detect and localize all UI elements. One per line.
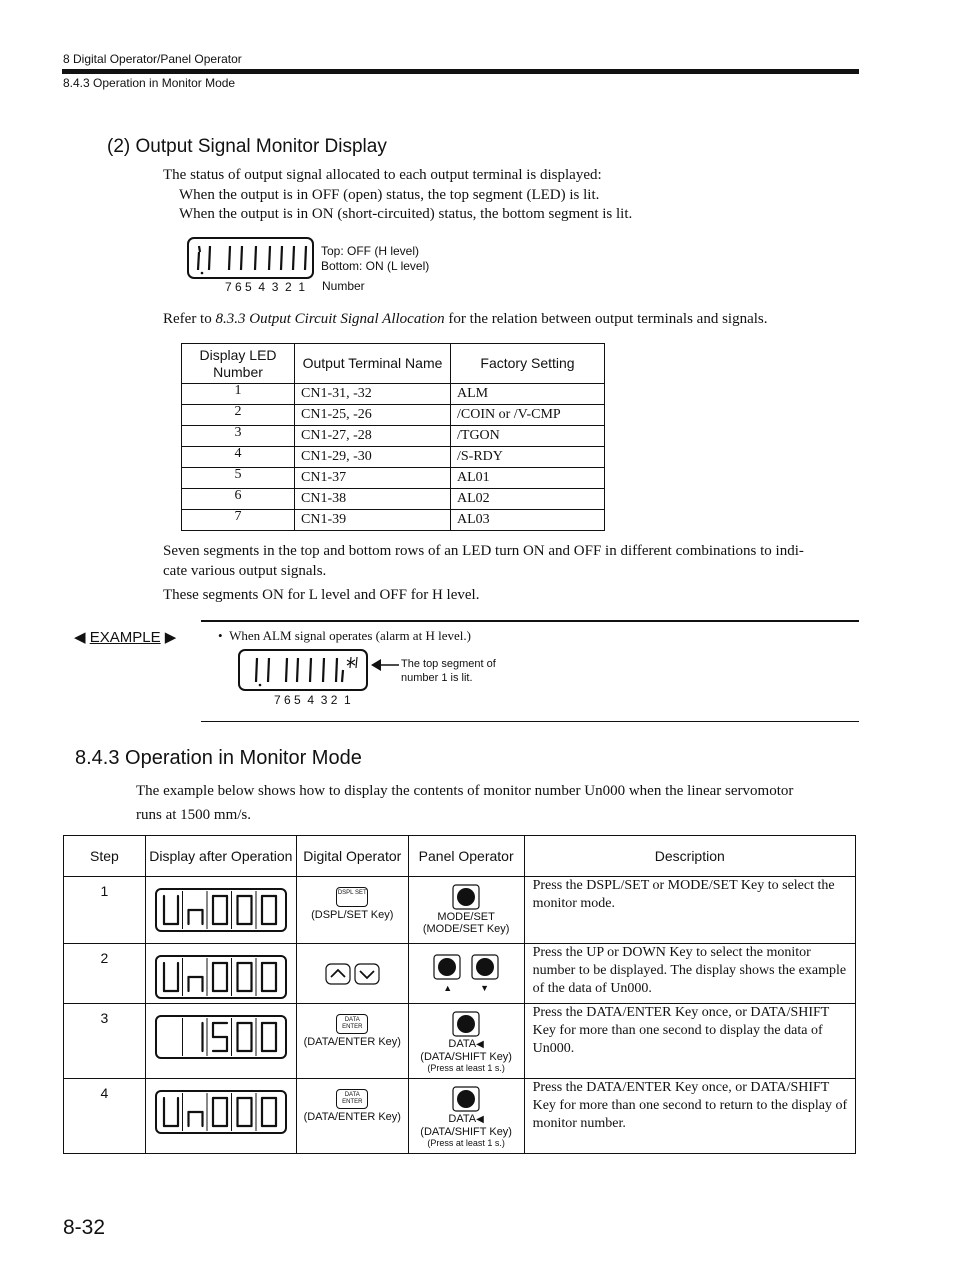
led-number-cell: 7 bbox=[182, 510, 295, 531]
refer-sentence bbox=[163, 310, 768, 329]
factory-setting-cell: /TGON bbox=[451, 426, 605, 447]
refer-link-text: 8.3.3 Output Circuit Signal Allocation bbox=[215, 311, 445, 327]
key-face-text: DATA ENTER bbox=[342, 1017, 363, 1030]
header-display: Display after Operation bbox=[145, 836, 296, 877]
led-number-cell: 5 bbox=[182, 468, 295, 489]
display-cell bbox=[145, 877, 296, 944]
dspl-set-key[interactable] bbox=[336, 887, 368, 907]
example-bullet-text: When ALM signal operates (alarm at H level.) bbox=[229, 628, 471, 643]
terminal-name-cell: CN1-38 bbox=[295, 489, 451, 510]
panel-operator-cell bbox=[408, 1004, 524, 1079]
led-number-cell: 1 bbox=[182, 384, 295, 405]
panel-operator-cell bbox=[408, 877, 524, 944]
display-cell bbox=[145, 944, 296, 1004]
header-description: Description bbox=[524, 836, 855, 877]
digital-key-caption: (DATA/ENTER Key) bbox=[303, 1036, 401, 1048]
factory-setting-cell: /S-RDY bbox=[451, 447, 605, 468]
description-cell: Press the DSPL/SET or MODE/SET Key to select the monitor mode. bbox=[524, 877, 855, 944]
step-cell: 3 bbox=[64, 1004, 146, 1079]
table-row bbox=[64, 1079, 856, 1154]
up-triangle-icon: ▲ bbox=[443, 983, 453, 993]
table-row bbox=[182, 468, 605, 489]
header-led-number: Display LED Number bbox=[182, 344, 295, 384]
table-row bbox=[64, 877, 856, 944]
panel-key-caption-2: (DATA/SHIFT Key) bbox=[420, 1126, 512, 1138]
digital-operator-cell bbox=[296, 1079, 408, 1154]
panel-key-caption-3: (Press at least 1 s.) bbox=[427, 1138, 505, 1148]
table-row bbox=[182, 489, 605, 510]
bottom-on-label: Bottom: ON (L level) bbox=[321, 259, 430, 273]
led-number-cell: 3 bbox=[182, 426, 295, 447]
table-header-row bbox=[182, 344, 605, 384]
panel-key-caption-2: (DATA/SHIFT Key) bbox=[420, 1051, 512, 1063]
intro-text: The status of output signal allocated to each output terminal is displayed: bbox=[163, 167, 602, 183]
down-key-icon[interactable] bbox=[354, 963, 380, 985]
description-cell: Press the UP or DOWN Key to select the monitor number to be displayed. The display shows the example of the data of Un000. bbox=[524, 944, 855, 1004]
header-digital-operator: Digital Operator bbox=[296, 836, 408, 877]
refer-prefix: Refer to bbox=[163, 311, 216, 327]
panel-key-name: DATA bbox=[448, 1113, 477, 1125]
left-arrow-icon: ◀ bbox=[476, 1114, 484, 1125]
example-label bbox=[74, 628, 176, 646]
description-cell: Press the DATA/ENTER Key once, or DATA/SHIFT Key for more than one second to display the data of Un000. bbox=[524, 1004, 855, 1079]
level-text: These segments ON for L level and OFF for H level. bbox=[163, 587, 480, 603]
key-face-text: DATA ENTER bbox=[342, 1092, 363, 1105]
key-face-text: DSPL SET bbox=[337, 890, 367, 896]
example-bullet: • When ALM signal operates (alarm at H level.) bbox=[218, 628, 471, 643]
step-cell: 1 bbox=[64, 877, 146, 944]
monitor-intro-line2: runs at 1500 mm/s. bbox=[136, 807, 251, 823]
down-triangle-icon: ▼ bbox=[480, 983, 490, 993]
terminal-name-cell: CN1-37 bbox=[295, 468, 451, 489]
header-panel-operator: Panel Operator bbox=[408, 836, 524, 877]
left-arrow-icon: ◀ bbox=[476, 1039, 484, 1050]
subsection-heading: (2) Output Signal Monitor Display bbox=[107, 136, 387, 157]
output-allocation-table bbox=[181, 343, 605, 531]
header-step: Step bbox=[64, 836, 146, 877]
terminal-name-cell: CN1-31, -32 bbox=[295, 384, 451, 405]
off-status-text: When the output is in OFF (open) status, the top segment (LED) is lit. bbox=[179, 187, 600, 203]
table-row bbox=[182, 426, 605, 447]
top-off-label: Top: OFF (H level) bbox=[321, 244, 420, 258]
digital-operator-cell bbox=[296, 1004, 408, 1079]
number-label: Number bbox=[322, 279, 365, 293]
seven-segment-display bbox=[154, 1089, 288, 1135]
factory-setting-cell: /COIN or /V-CMP bbox=[451, 405, 605, 426]
segments-text-line1: Seven segments in the top and bottom rows of an LED turn ON and OFF in different combinations to indi- bbox=[163, 543, 804, 559]
header-terminal-name: Output Terminal Name bbox=[295, 344, 451, 384]
digital-operator-cell bbox=[296, 877, 408, 944]
monitor-intro-line1: The example below shows how to display the contents of monitor number Un000 when the linear servomotor bbox=[136, 783, 794, 799]
table-row bbox=[64, 1004, 856, 1079]
step-cell: 4 bbox=[64, 1079, 146, 1154]
display-cell bbox=[145, 1004, 296, 1079]
table-row bbox=[182, 384, 605, 405]
data-shift-key[interactable] bbox=[451, 1085, 481, 1113]
digital-key-caption: (DATA/ENTER Key) bbox=[303, 1111, 401, 1123]
table-row bbox=[182, 447, 605, 468]
panel-up-key[interactable] bbox=[432, 953, 462, 981]
display-cell bbox=[145, 1079, 296, 1154]
mode-set-key[interactable] bbox=[451, 883, 481, 911]
panel-key-arrows bbox=[410, 984, 523, 993]
example-top-rule bbox=[201, 620, 859, 622]
example-label-text: EXAMPLE bbox=[89, 629, 161, 646]
panel-key-caption-2: (MODE/SET Key) bbox=[422, 923, 510, 935]
data-enter-key[interactable] bbox=[336, 1089, 368, 1109]
header-factory-setting: Factory Setting bbox=[451, 344, 605, 384]
description-cell: Press the DATA/ENTER Key once, or DATA/SHIFT Key for more than one second to return to the display of monitor number. bbox=[524, 1079, 855, 1154]
data-enter-key[interactable] bbox=[336, 1014, 368, 1034]
panel-operator-cell bbox=[408, 1079, 524, 1154]
page-number: 8-32 bbox=[63, 1216, 106, 1239]
led-number-cell: 4 bbox=[182, 447, 295, 468]
terminal-name-cell: CN1-25, -26 bbox=[295, 405, 451, 426]
alm-digit-numbers: 7 6 5 4 3 2 1 bbox=[274, 693, 351, 707]
digital-key-caption: (DSPL/SET Key) bbox=[311, 909, 394, 921]
panel-key-caption-1 bbox=[410, 1113, 523, 1126]
chapter-header: 8 Digital Operator/Panel Operator bbox=[63, 52, 242, 66]
data-shift-key[interactable] bbox=[451, 1010, 481, 1038]
table-row bbox=[64, 944, 856, 1004]
section-heading: 8.4.3 Operation in Monitor Mode bbox=[75, 747, 362, 769]
digital-operator-cell bbox=[296, 944, 408, 1004]
operation-steps-table bbox=[63, 835, 856, 1154]
seven-segment-display bbox=[154, 954, 288, 1000]
seven-segment-display bbox=[154, 887, 288, 933]
seven-segment-display bbox=[154, 1014, 288, 1060]
on-status-text: When the output is in ON (short-circuited) status, the bottom segment is lit. bbox=[179, 206, 633, 222]
alm-note bbox=[401, 657, 496, 685]
panel-up-down-keys bbox=[410, 953, 523, 984]
table-row bbox=[182, 405, 605, 426]
header-rule bbox=[62, 69, 859, 74]
section-header: 8.4.3 Operation in Monitor Mode bbox=[63, 76, 236, 90]
steps-header-row bbox=[64, 836, 856, 877]
refer-suffix: for the relation between output terminals and signals. bbox=[444, 311, 768, 327]
step-cell: 2 bbox=[64, 944, 146, 1004]
terminal-name-cell: CN1-29, -30 bbox=[295, 447, 451, 468]
panel-key-name: DATA bbox=[448, 1038, 477, 1050]
terminal-name-cell: CN1-27, -28 bbox=[295, 426, 451, 447]
alm-note-line2: number 1 is lit. bbox=[401, 672, 473, 684]
panel-key-caption-1 bbox=[410, 911, 523, 923]
segments-text-line2: cate various output signals. bbox=[163, 563, 327, 579]
alm-led-display bbox=[237, 648, 369, 692]
panel-down-key[interactable] bbox=[470, 953, 500, 981]
right-triangle-icon: ▶ bbox=[164, 629, 177, 646]
table-row bbox=[182, 510, 605, 531]
example-bottom-rule bbox=[201, 721, 859, 722]
led-legend bbox=[321, 244, 429, 274]
left-triangle-icon: ◀ bbox=[74, 629, 86, 646]
alm-note-line1: The top segment of bbox=[401, 658, 496, 670]
factory-setting-cell: AL01 bbox=[451, 468, 605, 489]
panel-key-caption-1 bbox=[410, 1038, 523, 1051]
led-number-cell: 2 bbox=[182, 405, 295, 426]
panel-operator-cell bbox=[408, 944, 524, 1004]
terminal-name-cell: CN1-39 bbox=[295, 510, 451, 531]
arrow-keys bbox=[298, 963, 407, 988]
panel-key-name: MODE/SET bbox=[437, 911, 495, 923]
factory-setting-cell: ALM bbox=[451, 384, 605, 405]
led-number-cell: 6 bbox=[182, 489, 295, 510]
pointer-arrow-icon bbox=[370, 658, 400, 672]
up-key-icon[interactable] bbox=[325, 963, 351, 985]
led-digit-numbers: 7 6 5 4 3 2 1 bbox=[225, 280, 306, 294]
panel-key-caption-3: (Press at least 1 s.) bbox=[427, 1063, 505, 1073]
factory-setting-cell: AL03 bbox=[451, 510, 605, 531]
led-display-diagram bbox=[186, 236, 316, 280]
factory-setting-cell: AL02 bbox=[451, 489, 605, 510]
